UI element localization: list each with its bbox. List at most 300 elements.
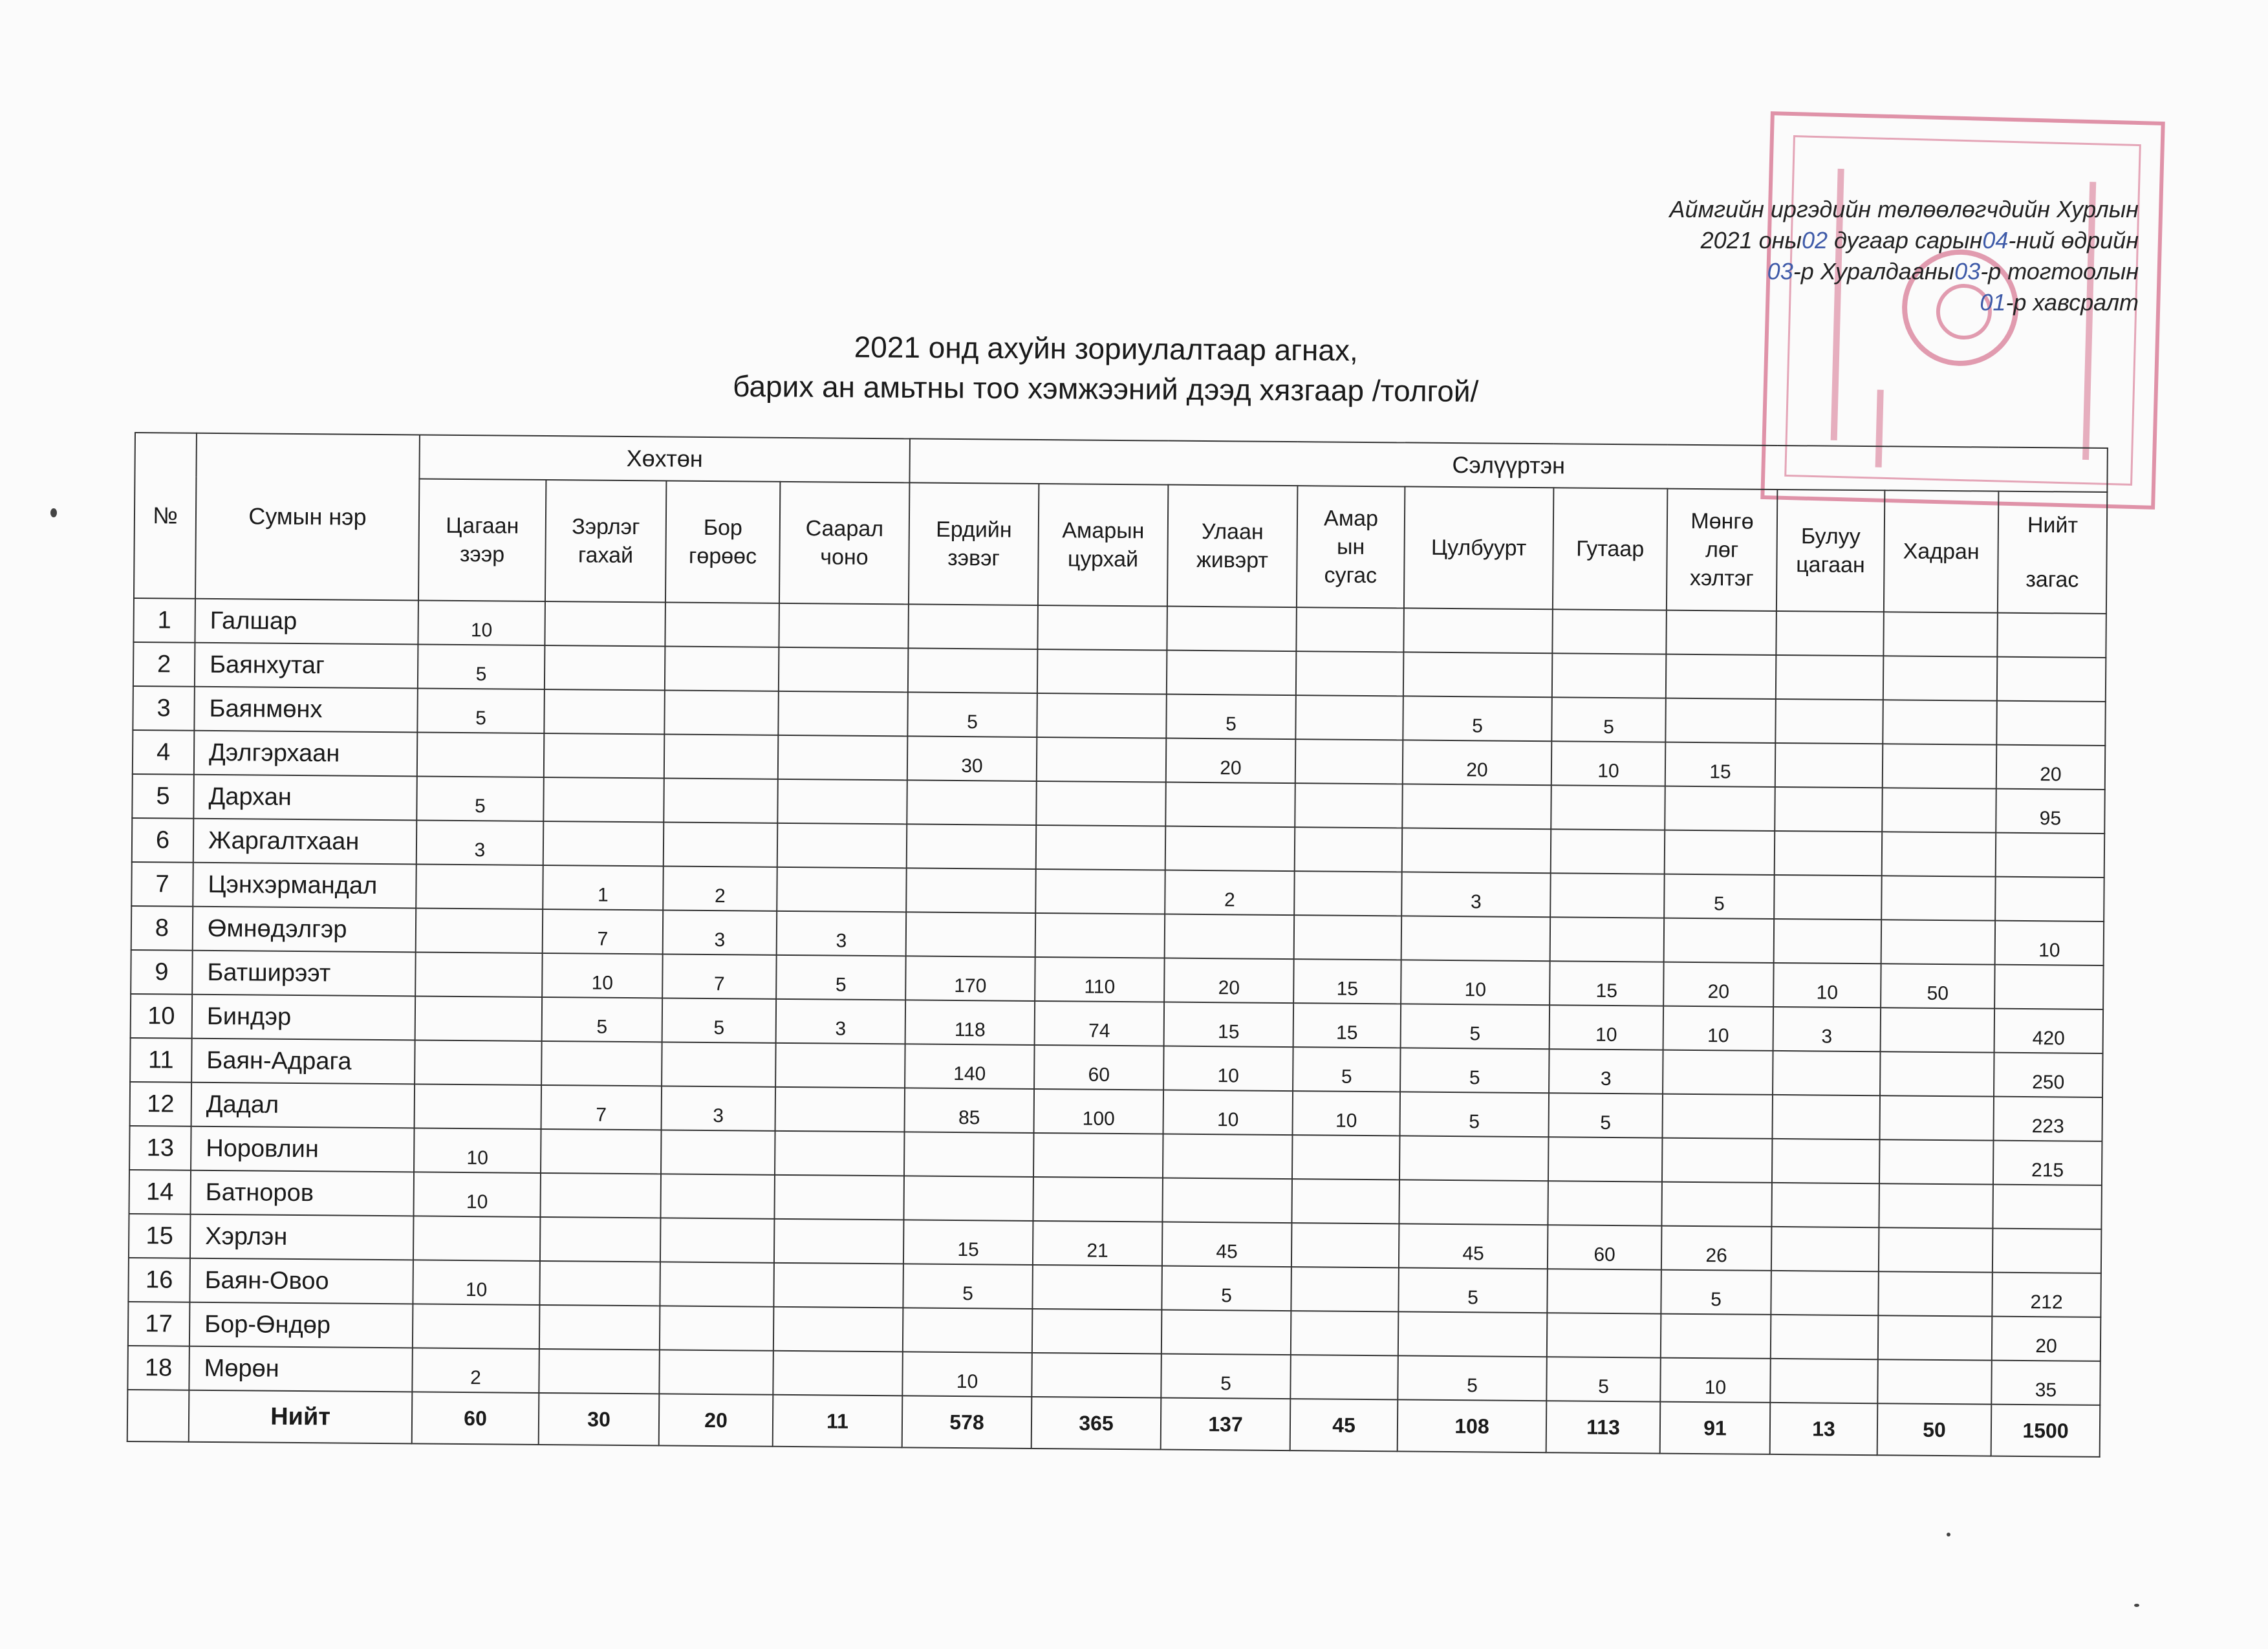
quota-cell: 15 [1293, 959, 1401, 1004]
col-header-line: Саарал [805, 516, 884, 542]
scan-speck [1947, 1533, 1950, 1536]
header-row-species [134, 477, 2107, 614]
quota-cell [541, 1041, 662, 1086]
total-cell: 108 [1398, 1399, 1547, 1452]
quota-cell [1878, 1271, 1993, 1316]
quota-cell [415, 1084, 542, 1129]
quota-cell [908, 648, 1038, 693]
quota-cell [1163, 1134, 1293, 1180]
col-header-line: Цулбуурт [1431, 535, 1527, 561]
quota-cell [779, 603, 909, 649]
quota-cell [1993, 1229, 2102, 1273]
total-cell: 60 [412, 1392, 539, 1445]
quota-cell [1399, 1136, 1549, 1181]
quota-cell [1402, 784, 1551, 829]
handwritten-day: 04 [1982, 227, 2009, 253]
quota-cell [1879, 1139, 1994, 1184]
scan-speck [50, 508, 57, 517]
quota-cell: 5 [1161, 1266, 1291, 1311]
col-header-species [1884, 490, 1998, 612]
quota-cell: 45 [1162, 1222, 1292, 1267]
quota-cell [1291, 1179, 1399, 1223]
quota-cell: 10 [1773, 963, 1881, 1008]
quota-cell: 170 [905, 956, 1035, 1001]
quota-cell: 5 [1161, 1354, 1291, 1399]
quota-cell: 10 [1163, 1046, 1293, 1092]
quota-cell: 140 [905, 1044, 1035, 1089]
total-cell: 45 [1290, 1399, 1398, 1451]
quota-cell [1770, 1359, 1878, 1403]
quota-cell [1033, 1177, 1163, 1222]
quota-cell [1291, 1311, 1399, 1355]
col-header-species [1038, 484, 1168, 607]
quota-cell [539, 1261, 660, 1306]
handwritten-resolution: 03 [1954, 258, 1981, 285]
quota-cell [1548, 1137, 1663, 1181]
quota-cell [1774, 919, 1882, 964]
quota-cell [1294, 915, 1402, 960]
quota-cell: 5 [418, 644, 545, 689]
quota-cell [1996, 701, 2106, 746]
annex-line-2: 2021 оны02 дугаар сарын04-ний өдрийн [1700, 227, 2139, 253]
quota-cell [1880, 1051, 1994, 1096]
quota-cell [660, 1262, 774, 1306]
quota-cell [415, 996, 543, 1041]
quota-cell [774, 1219, 904, 1264]
quota-cell [659, 1350, 773, 1394]
quota-cell: 5 [1664, 874, 1775, 919]
col-header-species [1297, 486, 1405, 608]
quota-cell [1771, 1315, 1879, 1359]
quota-cell [1665, 786, 1775, 831]
quota-cell: 21 [1033, 1221, 1163, 1266]
quota-cell: 10 [1663, 1006, 1774, 1051]
quota-cell: 2 [663, 866, 777, 911]
row-number: 10 [131, 994, 193, 1039]
quota-cell [1772, 1139, 1880, 1183]
quota-cell: 26 [1661, 1226, 1772, 1271]
quota-cell [1771, 1271, 1879, 1315]
col-header-line: лөг [1705, 537, 1739, 563]
row-number: 6 [132, 818, 194, 863]
quota-cell [1296, 651, 1404, 696]
col-header-line: хэлтэг [1689, 565, 1754, 591]
soum-name: Батноров [191, 1170, 415, 1216]
annex-header [1557, 194, 2139, 318]
group-header-fish: Сэлүүртэн [909, 438, 2107, 492]
quota-cell [664, 822, 778, 867]
col-header-line: цурхай [1067, 546, 1139, 572]
col-header-line: зээр [459, 541, 505, 567]
soum-name: Бор-Өндөр [189, 1302, 413, 1348]
quota-cell [775, 1131, 905, 1176]
quota-cell [1032, 1265, 1162, 1310]
col-header-line: Ердийн [936, 517, 1012, 543]
quota-cell: 250 [1994, 1053, 2103, 1097]
col-header-line: Цагаан [446, 513, 519, 539]
quota-cell [660, 1306, 774, 1350]
quota-cell: 5 [1166, 695, 1296, 740]
quota-cell [1031, 1353, 1161, 1398]
quota-cell: 45 [1399, 1223, 1548, 1269]
quota-cell: 5 [417, 688, 545, 733]
quota-cell: 10 [1293, 1091, 1401, 1136]
quota-cell: 20 [1996, 745, 2106, 790]
quota-cell [1878, 1315, 1993, 1360]
quota-cell [775, 1087, 905, 1132]
totals-label: Нийт [189, 1390, 413, 1444]
quota-cell: 20 [1403, 740, 1552, 785]
total-cell: 20 [659, 1394, 773, 1446]
quota-cell: 5 [1549, 1093, 1663, 1137]
quota-cell: 10 [1995, 921, 2104, 965]
total-cell: 91 [1660, 1402, 1771, 1454]
quota-cell [540, 1217, 661, 1262]
soum-name: Баянхутаг [195, 643, 418, 689]
quota-cell [1776, 611, 1884, 656]
col-header-line: Булуу [1800, 524, 1861, 549]
quota-cell: 110 [1035, 957, 1165, 1002]
quota-cell: 74 [1035, 1001, 1165, 1046]
quota-cell [1035, 869, 1165, 914]
total-cell: 113 [1546, 1401, 1661, 1453]
quota-cell [1882, 832, 1996, 876]
document-title [647, 325, 1566, 412]
quota-cell [1775, 743, 1883, 788]
quota-cell [665, 602, 779, 647]
col-header-line: Зэрлэг [572, 514, 640, 540]
handwritten-month: 02 [1801, 227, 1828, 253]
col-header-line: Хадран [1903, 539, 1980, 565]
quota-cell: 20 [1992, 1317, 2101, 1361]
quota-cell [903, 1308, 1033, 1353]
quota-cell [1037, 737, 1167, 782]
quota-cell: 5 [662, 998, 777, 1042]
quota-cell [1165, 914, 1295, 960]
quota-cell: 15 [1550, 961, 1664, 1006]
row-number: 4 [133, 730, 195, 775]
row-number: 3 [133, 686, 195, 731]
soum-name: Өмнөдэлгэр [193, 907, 416, 953]
quota-cell: 212 [1992, 1273, 2101, 1317]
quota-cell [539, 1305, 660, 1350]
col-header-line: Амарын [1062, 518, 1145, 544]
quota-cell: 1 [543, 865, 664, 910]
quota-cell [1295, 739, 1403, 784]
quota-cell [1662, 1138, 1773, 1183]
quota-cell [1167, 651, 1297, 696]
quota-cell [661, 1130, 775, 1174]
col-header-line: зэвэг [947, 545, 1000, 571]
row-number: 15 [129, 1214, 191, 1258]
soum-name: Биндэр [192, 995, 416, 1040]
quota-cell: 3 [1773, 1007, 1881, 1051]
quota-cell: 5 [416, 776, 544, 821]
col-header-line: Бор [703, 515, 743, 541]
quota-cell [544, 733, 665, 778]
quota-cell [1883, 656, 1998, 700]
quota-cell [413, 1304, 540, 1349]
quota-cell [1161, 1310, 1291, 1355]
quota-cell: 215 [1993, 1141, 2102, 1185]
quota-cell [540, 1173, 661, 1218]
quota-cell [906, 868, 1036, 913]
quota-cell [416, 908, 543, 953]
row-number: 7 [131, 862, 193, 907]
quota-cell: 5 [776, 955, 906, 1000]
quota-cell [1774, 875, 1882, 920]
quota-cell [777, 823, 907, 868]
quota-cell: 60 [1034, 1045, 1164, 1090]
col-header-name: Сумын нэр [195, 433, 420, 601]
quota-cell: 15 [1293, 1003, 1401, 1048]
quota-cell [665, 646, 779, 691]
quota-cell [1993, 1185, 2102, 1229]
quota-cell [1879, 1183, 1993, 1228]
total-cell: 578 [902, 1396, 1032, 1449]
quota-cell [1877, 1359, 1992, 1404]
quota-cell [1661, 1182, 1772, 1227]
quota-table [127, 432, 2108, 1458]
quota-cell [1775, 831, 1883, 876]
quota-cell [1035, 913, 1165, 958]
quota-cell [664, 734, 779, 779]
quota-cell: 10 [1550, 1005, 1664, 1050]
quota-cell: 10 [413, 1172, 541, 1217]
quota-cell [906, 912, 1036, 957]
total-cell: 50 [1877, 1403, 1992, 1456]
row-number: 5 [132, 774, 194, 819]
quota-cell [1881, 920, 1996, 964]
totals-blank-cell [127, 1390, 189, 1442]
col-header-line: чоно [820, 544, 869, 570]
quota-cell [1665, 830, 1775, 875]
col-header-line: Мөнгө [1690, 508, 1754, 534]
quota-cell [1664, 918, 1775, 963]
title-line-1: 2021 онд ахуйн зориулалтаар агнах, [854, 330, 1358, 367]
quota-cell [415, 952, 543, 997]
quota-cell: 5 [1661, 1270, 1771, 1315]
row-number: 2 [133, 642, 195, 687]
quota-cell [543, 821, 664, 866]
quota-table-container [127, 432, 2107, 1458]
quota-cell: 20 [1663, 962, 1774, 1007]
soum-name: Дэлгэрхаан [194, 731, 418, 777]
soum-name: Баян-Адрага [191, 1039, 415, 1084]
col-header-line: гөрөөс [688, 543, 757, 569]
quota-cell: 20 [1166, 738, 1296, 784]
quota-cell [1295, 783, 1403, 828]
quota-cell: 15 [903, 1220, 1033, 1265]
col-header-species [1998, 491, 2107, 614]
quota-cell [1292, 1135, 1400, 1180]
quota-cell [1037, 693, 1167, 738]
quota-cell [662, 1042, 776, 1086]
quota-cell [1994, 965, 2104, 1009]
quota-cell [903, 1176, 1033, 1221]
quota-cell [1296, 607, 1404, 652]
quota-cell: 10 [414, 1128, 541, 1173]
quota-cell: 223 [1994, 1097, 2103, 1141]
quota-cell [774, 1175, 904, 1220]
quota-cell [1398, 1311, 1548, 1357]
quota-cell [907, 780, 1037, 825]
quota-cell [773, 1351, 903, 1396]
quota-cell: 35 [1991, 1361, 2101, 1405]
quota-cell [1033, 1133, 1163, 1178]
row-number: 14 [129, 1170, 191, 1214]
quota-cell [1291, 1267, 1399, 1311]
quota-cell: 10 [542, 953, 663, 998]
quota-cell: 10 [413, 1260, 540, 1305]
col-header-species [1404, 486, 1553, 609]
row-number: 17 [128, 1302, 190, 1346]
quota-cell [1665, 698, 1776, 743]
quota-cell: 7 [543, 909, 664, 954]
quota-cell: 3 [777, 911, 907, 956]
quota-cell [1776, 655, 1884, 700]
quota-cell: 5 [1403, 696, 1552, 741]
col-header-species [909, 482, 1039, 605]
quota-cell [660, 1218, 775, 1262]
quota-cell [1997, 613, 2106, 658]
col-header-species [1553, 488, 1667, 610]
quota-cell [1995, 877, 2104, 921]
quota-cell [1036, 781, 1166, 826]
col-header-no: № [134, 433, 197, 599]
row-number: 1 [133, 598, 195, 643]
quota-cell [907, 824, 1037, 869]
quota-cell [1547, 1269, 1661, 1313]
quota-cell [1882, 788, 1996, 832]
total-cell: 11 [773, 1395, 903, 1448]
quota-cell: 3 [1549, 1049, 1663, 1094]
handwritten-annex-number: 01 [1980, 289, 2006, 316]
row-number: 16 [128, 1258, 190, 1302]
quota-cell [1771, 1183, 1879, 1227]
quota-cell: 20 [1164, 958, 1294, 1004]
quota-cell: 10 [902, 1352, 1032, 1397]
group-header-mammals: Хөхтөн [419, 435, 910, 482]
quota-cell: 118 [905, 1000, 1035, 1045]
quota-cell [1290, 1355, 1398, 1399]
quota-cell [1294, 871, 1402, 916]
quota-cell: 3 [416, 820, 544, 865]
row-number: 9 [131, 950, 193, 995]
col-header-line: Амар [1323, 506, 1379, 532]
quota-cell: 5 [907, 692, 1037, 737]
quota-cell: 2 [412, 1348, 539, 1393]
soum-name: Хэрлэн [190, 1214, 414, 1260]
quota-cell: 15 [1665, 742, 1776, 787]
quota-cell [904, 1132, 1034, 1177]
col-header-line: Гутаар [1576, 536, 1645, 562]
quota-cell: 5 [1400, 1092, 1550, 1137]
quota-cell: 5 [1293, 1047, 1401, 1092]
quota-cell [775, 1043, 905, 1088]
quota-cell [1036, 825, 1166, 870]
quota-cell: 3 [662, 1086, 776, 1130]
quota-cell [779, 647, 909, 693]
row-number: 18 [127, 1346, 189, 1390]
soum-name: Галшар [195, 599, 418, 645]
quota-cell: 30 [907, 736, 1037, 781]
quota-cell [1032, 1309, 1162, 1354]
soum-name: Норовлин [191, 1126, 415, 1172]
quota-cell: 5 [1400, 1048, 1550, 1093]
quota-cell [1167, 607, 1297, 652]
col-header-species [545, 480, 666, 602]
quota-cell [1165, 826, 1295, 872]
quota-cell [1771, 1227, 1879, 1271]
table-body [127, 598, 2106, 1457]
total-cell: 137 [1161, 1398, 1291, 1451]
quota-cell [1399, 1180, 1548, 1225]
quota-cell [1403, 652, 1553, 697]
quota-cell [908, 604, 1038, 649]
quota-cell: 10 [1163, 1090, 1293, 1136]
col-header-line [1999, 539, 2106, 566]
col-header-line: Улаан [1201, 519, 1264, 544]
quota-cell [545, 645, 665, 690]
quota-cell: 50 [1881, 964, 1995, 1008]
col-header-species [1667, 489, 1777, 611]
quota-cell: 85 [905, 1088, 1035, 1133]
quota-cell: 5 [1398, 1267, 1548, 1313]
quota-cell [416, 864, 543, 909]
quota-cell [1547, 1313, 1661, 1357]
quota-cell [777, 779, 907, 824]
quota-cell [1403, 608, 1553, 653]
quota-cell [773, 1307, 903, 1352]
quota-cell [544, 689, 665, 734]
quota-cell [1661, 1314, 1771, 1359]
quota-cell [1663, 1050, 1773, 1095]
quota-cell [1879, 1227, 1993, 1272]
col-header-species [665, 480, 780, 603]
row-number: 13 [129, 1126, 191, 1170]
quota-cell: 420 [1994, 1009, 2104, 1053]
quota-cell [541, 1129, 662, 1174]
quota-cell [1037, 649, 1167, 695]
quota-cell [1162, 1178, 1292, 1223]
row-number: 11 [130, 1038, 192, 1083]
soum-name: Баянмөнх [194, 687, 418, 733]
quota-cell [1996, 833, 2105, 878]
soum-name: Цэнхэрмандал [193, 863, 416, 909]
quota-cell [1401, 916, 1551, 961]
quota-cell [413, 1216, 541, 1261]
row-number: 12 [130, 1082, 192, 1126]
soum-name: Дадал [191, 1083, 415, 1128]
quota-cell [664, 778, 778, 823]
quota-cell [1997, 657, 2106, 702]
row-number: 8 [131, 906, 193, 951]
total-cell: 30 [539, 1393, 660, 1445]
quota-cell [543, 777, 664, 822]
quota-cell [1773, 1095, 1881, 1139]
quota-cell: 10 [1660, 1358, 1771, 1403]
quota-cell: 7 [541, 1085, 662, 1130]
col-header-line: гахай [578, 543, 634, 568]
quota-cell [1775, 787, 1883, 832]
annex-line-4: 01-р хавсралт [1980, 289, 2139, 316]
quota-cell: 2 [1165, 870, 1295, 916]
col-header-line: живэрт [1196, 547, 1269, 573]
quota-cell: 5 [1551, 697, 1666, 742]
quota-cell [664, 690, 779, 735]
quota-cell [1552, 653, 1667, 698]
